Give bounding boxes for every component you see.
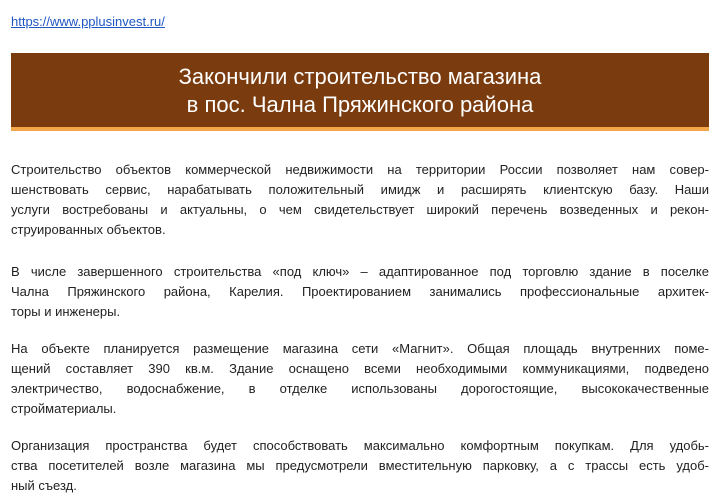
paragraph-line: струированных объектов.: [11, 222, 166, 237]
banner-title-line-2: в пос. Чална Пряжинского района: [186, 92, 534, 117]
paragraph-line: Организация пространства будет способствовать максимально комфортным покупкам. Для удобь-: [11, 438, 709, 453]
paragraph-line: В числе завершенного строительства «под ключ» – адаптированное под торговлю здание в поселке: [11, 264, 709, 279]
title-banner: [11, 53, 709, 131]
paragraph-line: услуги востребованы и актуальны, о чем свидетельствует широкий перечень возведенных и рекон-: [11, 202, 709, 217]
source-url-link[interactable]: https://www.pplusinvest.ru/: [11, 14, 165, 29]
paragraph-line: щений составляет 390 кв.м. Здание оснащено всеми необходимыми коммуникациями, подведено: [11, 361, 709, 376]
paragraph-line: Строительство объектов коммерческой недвижимости на территории России позволяет нам совер-: [11, 162, 709, 177]
paragraph-3: [11, 339, 709, 419]
paragraph-line: Чална Пряжинского района, Карелия. Проектированием занимались профессиональные архитек-: [11, 284, 709, 299]
paragraph-line: шенствовать сервис, нарабатывать положительный имидж и расширять клиентскую базу. Наши: [11, 182, 709, 197]
paragraph-line: На объекте планируется размещение магазина сети «Магнит». Общая площадь внутренних поме-: [11, 341, 709, 356]
paragraph-4: [11, 436, 709, 496]
paragraph-2: [11, 262, 709, 322]
paragraph-line: электричество, водоснабжение, в отделке использованы дорогостоящие, высококачественные: [11, 381, 709, 396]
banner-title-line-1: Закончили строительство магазина: [178, 64, 542, 89]
paragraph-line: торы и инженеры.: [11, 304, 121, 319]
paragraph-line: стройматериалы.: [11, 401, 117, 416]
paragraph-line: ства посетителей возле магазина мы предусмотрели вместительную парковку, а с трассы есть удоб-: [11, 458, 709, 473]
paragraph-line: ный съезд.: [11, 478, 77, 493]
paragraph-1: [11, 160, 709, 240]
